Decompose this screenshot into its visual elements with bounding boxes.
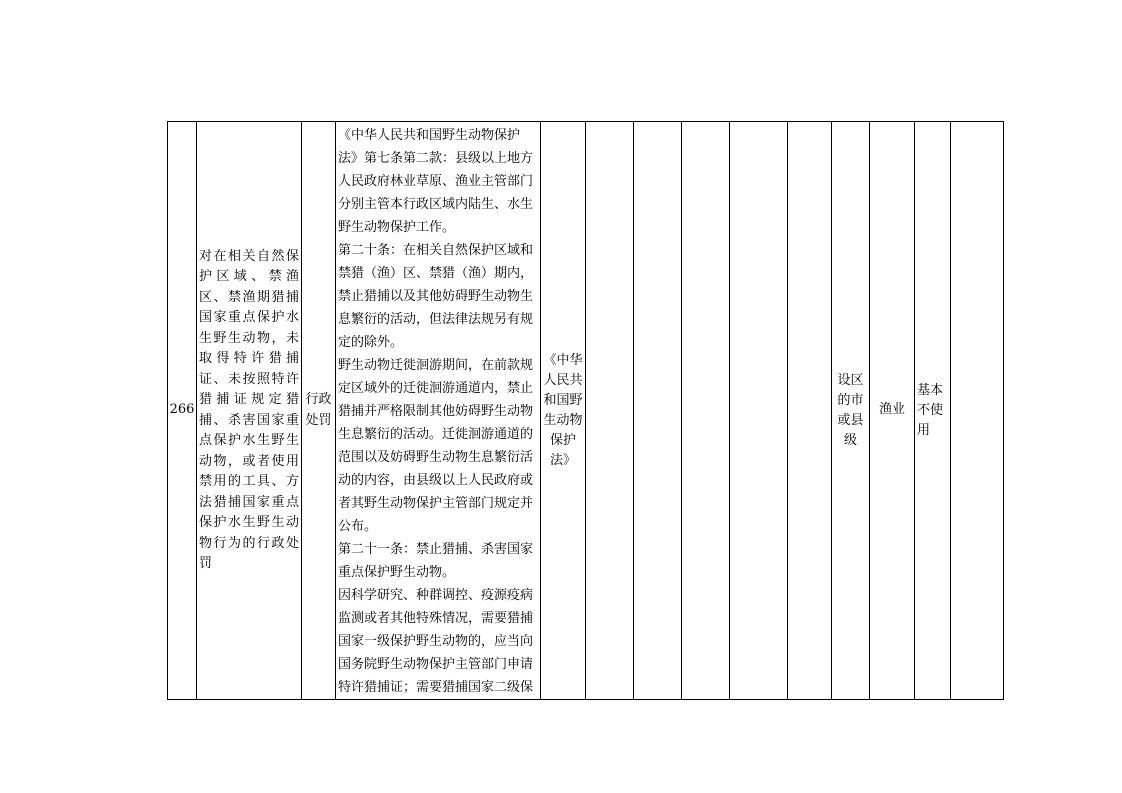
empty-cell bbox=[634, 122, 682, 700]
empty-cell bbox=[730, 122, 788, 700]
basis-paragraph: 第二十一条：禁止猎捕、杀害国家重点保护野生动物。 bbox=[338, 542, 534, 580]
table-row bbox=[168, 122, 1004, 700]
level-cell: 设区 的市 或县 级 bbox=[832, 122, 870, 700]
department-cell: 渔业 bbox=[870, 122, 915, 700]
empty-cell bbox=[788, 122, 832, 700]
empty-cell bbox=[682, 122, 730, 700]
item-name-cell: 对在相关自然保护区域、禁渔区、禁渔期猎捕国家重点保护水生野生动物，未取得特许猎捕证、未按照特许猎捕证规定猎捕、杀害国家重点保护水生野生动物，或者使用禁用的工具、方法猎捕国家重点保护水生野生动物行为的行政处罚 bbox=[197, 122, 302, 700]
note-cell: 基本 不使 用 bbox=[915, 122, 951, 700]
law-name-cell: 《中华 人民共 和国野 生动物 保护 法》 bbox=[541, 122, 586, 700]
empty-cell bbox=[586, 122, 634, 700]
basis-paragraph: 第二十条：在相关自然保护区域和禁猎（渔）区、禁猎（渔）期内，禁止猎捕以及其他妨碍野生动物生息繁衍的活动，但法律法规另有规定的除外。 bbox=[338, 243, 534, 350]
basis-paragraph: 《中华人民共和国野生动物保护法》第七条第二款：县级以上地方人民政府林业草原、渔业主管部门分别主管本行政区域内陆生、水生野生动物保护工作。 bbox=[338, 128, 534, 235]
basis-paragraph: 因科学研究、种群调控、疫源疫病监测或者其他特殊情况，需要猎捕国家一级保护野生动物的，应当向国务院野生动物保护主管部门申请特许猎捕证；需要猎捕国家二级保 bbox=[338, 588, 534, 695]
legal-basis-cell bbox=[336, 122, 541, 700]
row-number: 266 bbox=[168, 122, 197, 700]
document-table bbox=[167, 121, 1004, 700]
empty-cell bbox=[951, 122, 1004, 700]
category-cell: 行政处罚 bbox=[302, 122, 336, 700]
basis-paragraph: 野生动物迁徙洄游期间，在前款规定区域外的迁徙洄游通道内，禁止猎捕并严格限制其他妨碍野生动物生息繁衍的活动。迁徙洄游通道的范围以及妨碍野生动物生息繁衍活动的内容，由县级以上人民政府或者其野生动物保护主管部门规定并公布。 bbox=[338, 358, 534, 534]
